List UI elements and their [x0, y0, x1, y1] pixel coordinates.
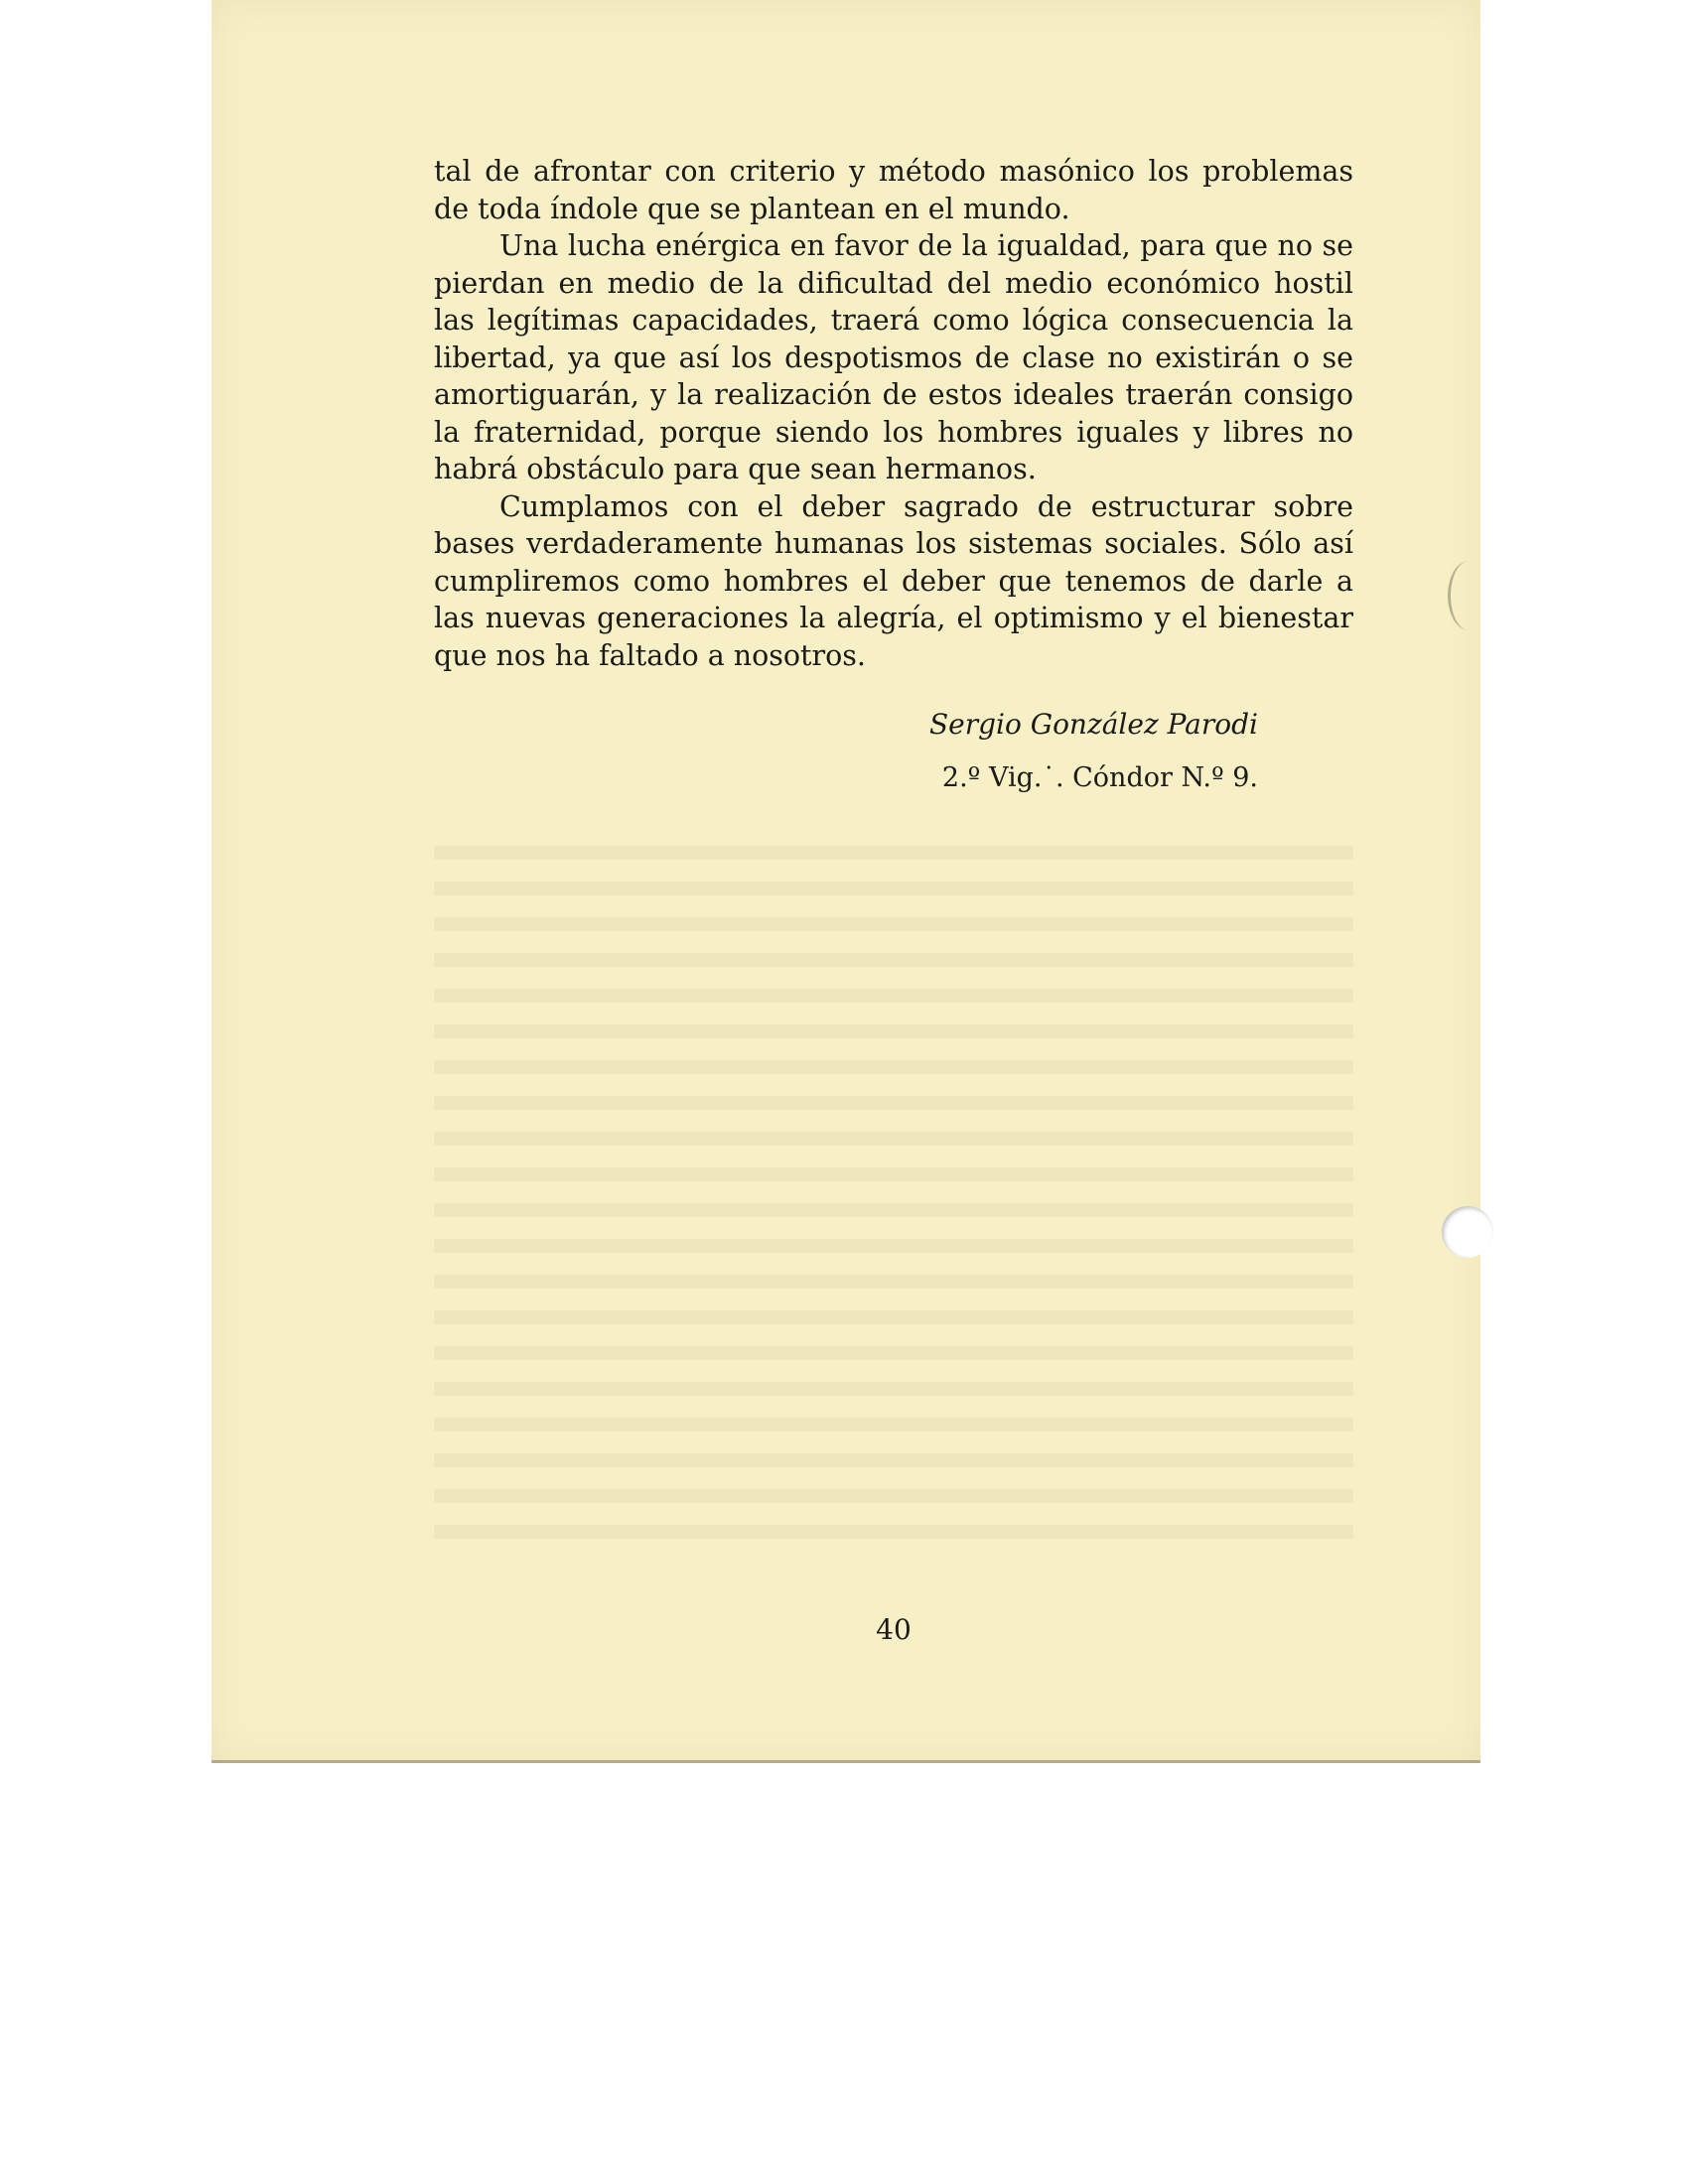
body-text [434, 153, 1353, 674]
paragraph-1: tal de afrontar con criterio y método masónico los problemas de toda índole que se plantean en el mundo. [434, 155, 1353, 225]
punch-hole [1442, 1206, 1493, 1258]
signature-name: Sergio González Parodi [928, 708, 1258, 741]
page-number: 40 [876, 1613, 912, 1646]
signature-title: 2.º Vig.˙. Cóndor N.º 9. [941, 762, 1258, 793]
paragraph-2: Una lucha enérgica en favor de la igualdad, para que no se pierdan en medio de la dificultad del medio económico hostil las legítimas capacidades, traerá como lógica consecuencia la libertad, ya que así los despotismos de clase no existirán o se amortiguarán, y la realización de estos ideales traerán consigo la fraternidad, porque siendo los hombres iguales y libres no habrá obstáculo para que sean hermanos. [434, 229, 1353, 485]
punch-hole-partial [1448, 561, 1490, 630]
page-bottom-edge [211, 1760, 1480, 1763]
paragraph-3: Cumplamos con el deber sagrado de estructurar sobre bases verdaderamente humanas los sistemas sociales. Sólo así cumpliremos como hombres el deber que tenemos de darle a las nuevas generaciones la alegría, el optimismo y el bienestar que nos ha faltado a nosotros. [434, 489, 1353, 672]
bleed-through-text [434, 824, 1353, 1559]
